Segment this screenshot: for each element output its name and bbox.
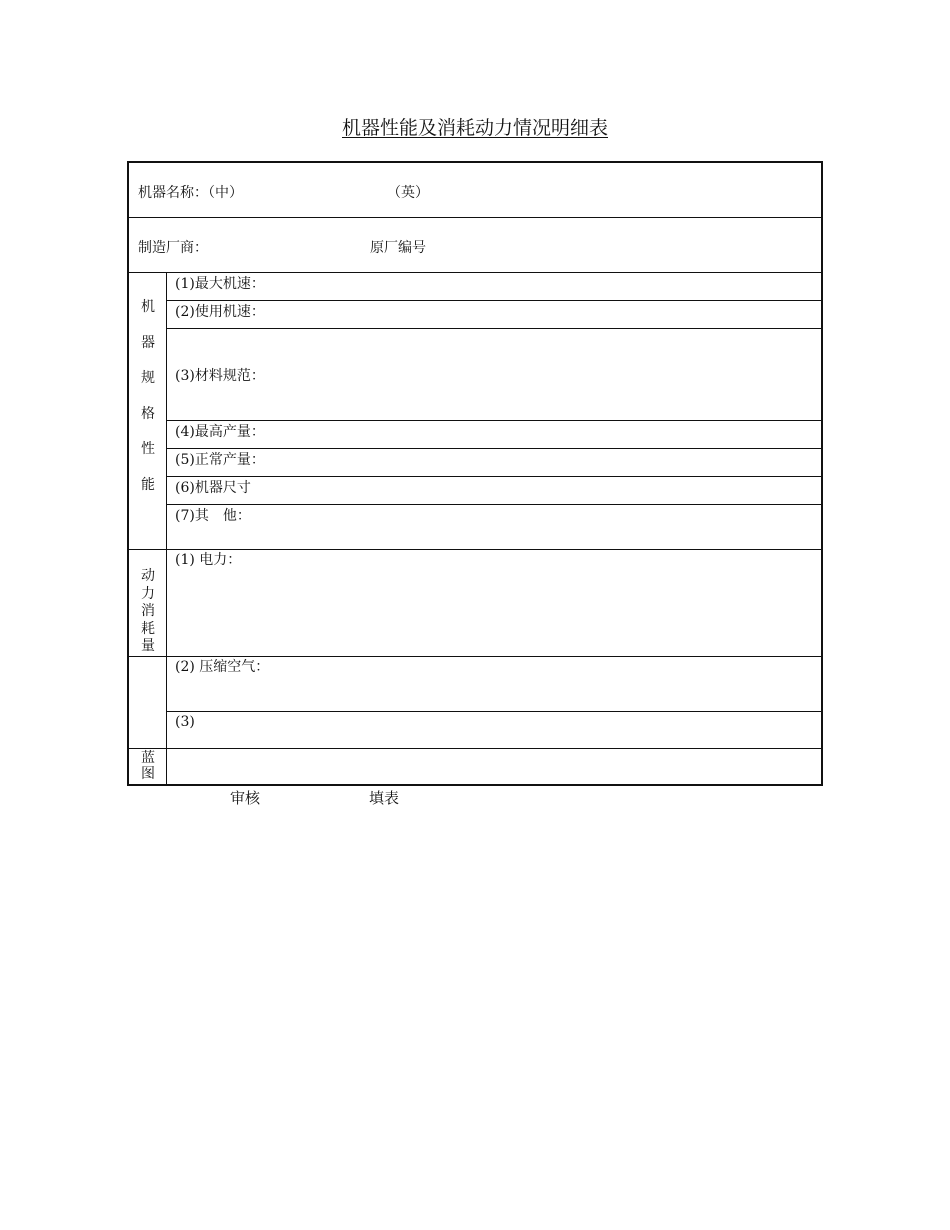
row-divider (129, 217, 821, 218)
spec-item-other: (7)其 他： (175, 508, 251, 524)
machine-name-english-label: （英） (387, 185, 429, 201)
spec-item-max-speed: (1)最大机速： (175, 276, 265, 292)
spec-header-char: 规 (141, 370, 155, 386)
row-divider (167, 476, 821, 477)
spec-section-header (129, 290, 167, 503)
spec-item-max-output: (4)最高产量： (175, 424, 265, 440)
row-divider (129, 272, 821, 273)
section-divider (129, 549, 821, 550)
row-divider (167, 420, 821, 421)
row-divider (167, 300, 821, 301)
spec-header-char: 能 (141, 476, 155, 493)
power-section-header (129, 568, 167, 656)
blueprint-header-char: 图 (141, 766, 155, 782)
power-item-compressed-air: (2) 压缩空气： (175, 659, 270, 675)
power-header-char: 量 (141, 638, 155, 654)
row-divider (167, 504, 821, 505)
serial-number-label: 原厂编号 (370, 240, 426, 256)
spec-item-operating-speed: (2)使用机速： (175, 304, 265, 320)
machine-name-label: 机器名称：（中） (138, 185, 243, 201)
section-divider (129, 748, 821, 749)
spec-header-char: 机 (141, 299, 155, 315)
blueprint-header-char: 蓝 (141, 750, 155, 766)
power-header-char: 力 (141, 585, 155, 602)
row-divider (167, 328, 821, 329)
row-divider (167, 711, 821, 712)
fill-label: 填表 (369, 789, 400, 807)
spec-item-material-spec: (3)材料规范： (175, 368, 265, 384)
manufacturer-label: 制造厂商： (138, 240, 208, 256)
power-header-char: 消 (141, 603, 155, 619)
spec-header-char: 器 (141, 334, 155, 351)
power-header-char: 动 (141, 568, 155, 584)
spec-item-normal-output: (5)正常产量： (175, 452, 265, 468)
row-divider (167, 448, 821, 449)
spec-item-dimensions: (6)机器尺寸 (175, 480, 251, 496)
power-header-char: 耗 (141, 620, 155, 637)
power-item-3: (3) (175, 714, 195, 730)
form-title: 机器性能及消耗动力情况明细表 (341, 117, 608, 139)
spec-header-char: 格 (141, 405, 155, 422)
blueprint-section-header (129, 750, 167, 782)
form-table (127, 161, 823, 786)
spec-header-char: 性 (141, 441, 155, 457)
power-item-electricity: (1) 电力： (175, 552, 242, 568)
review-label: 审核 (230, 789, 261, 807)
section-divider (129, 656, 821, 657)
